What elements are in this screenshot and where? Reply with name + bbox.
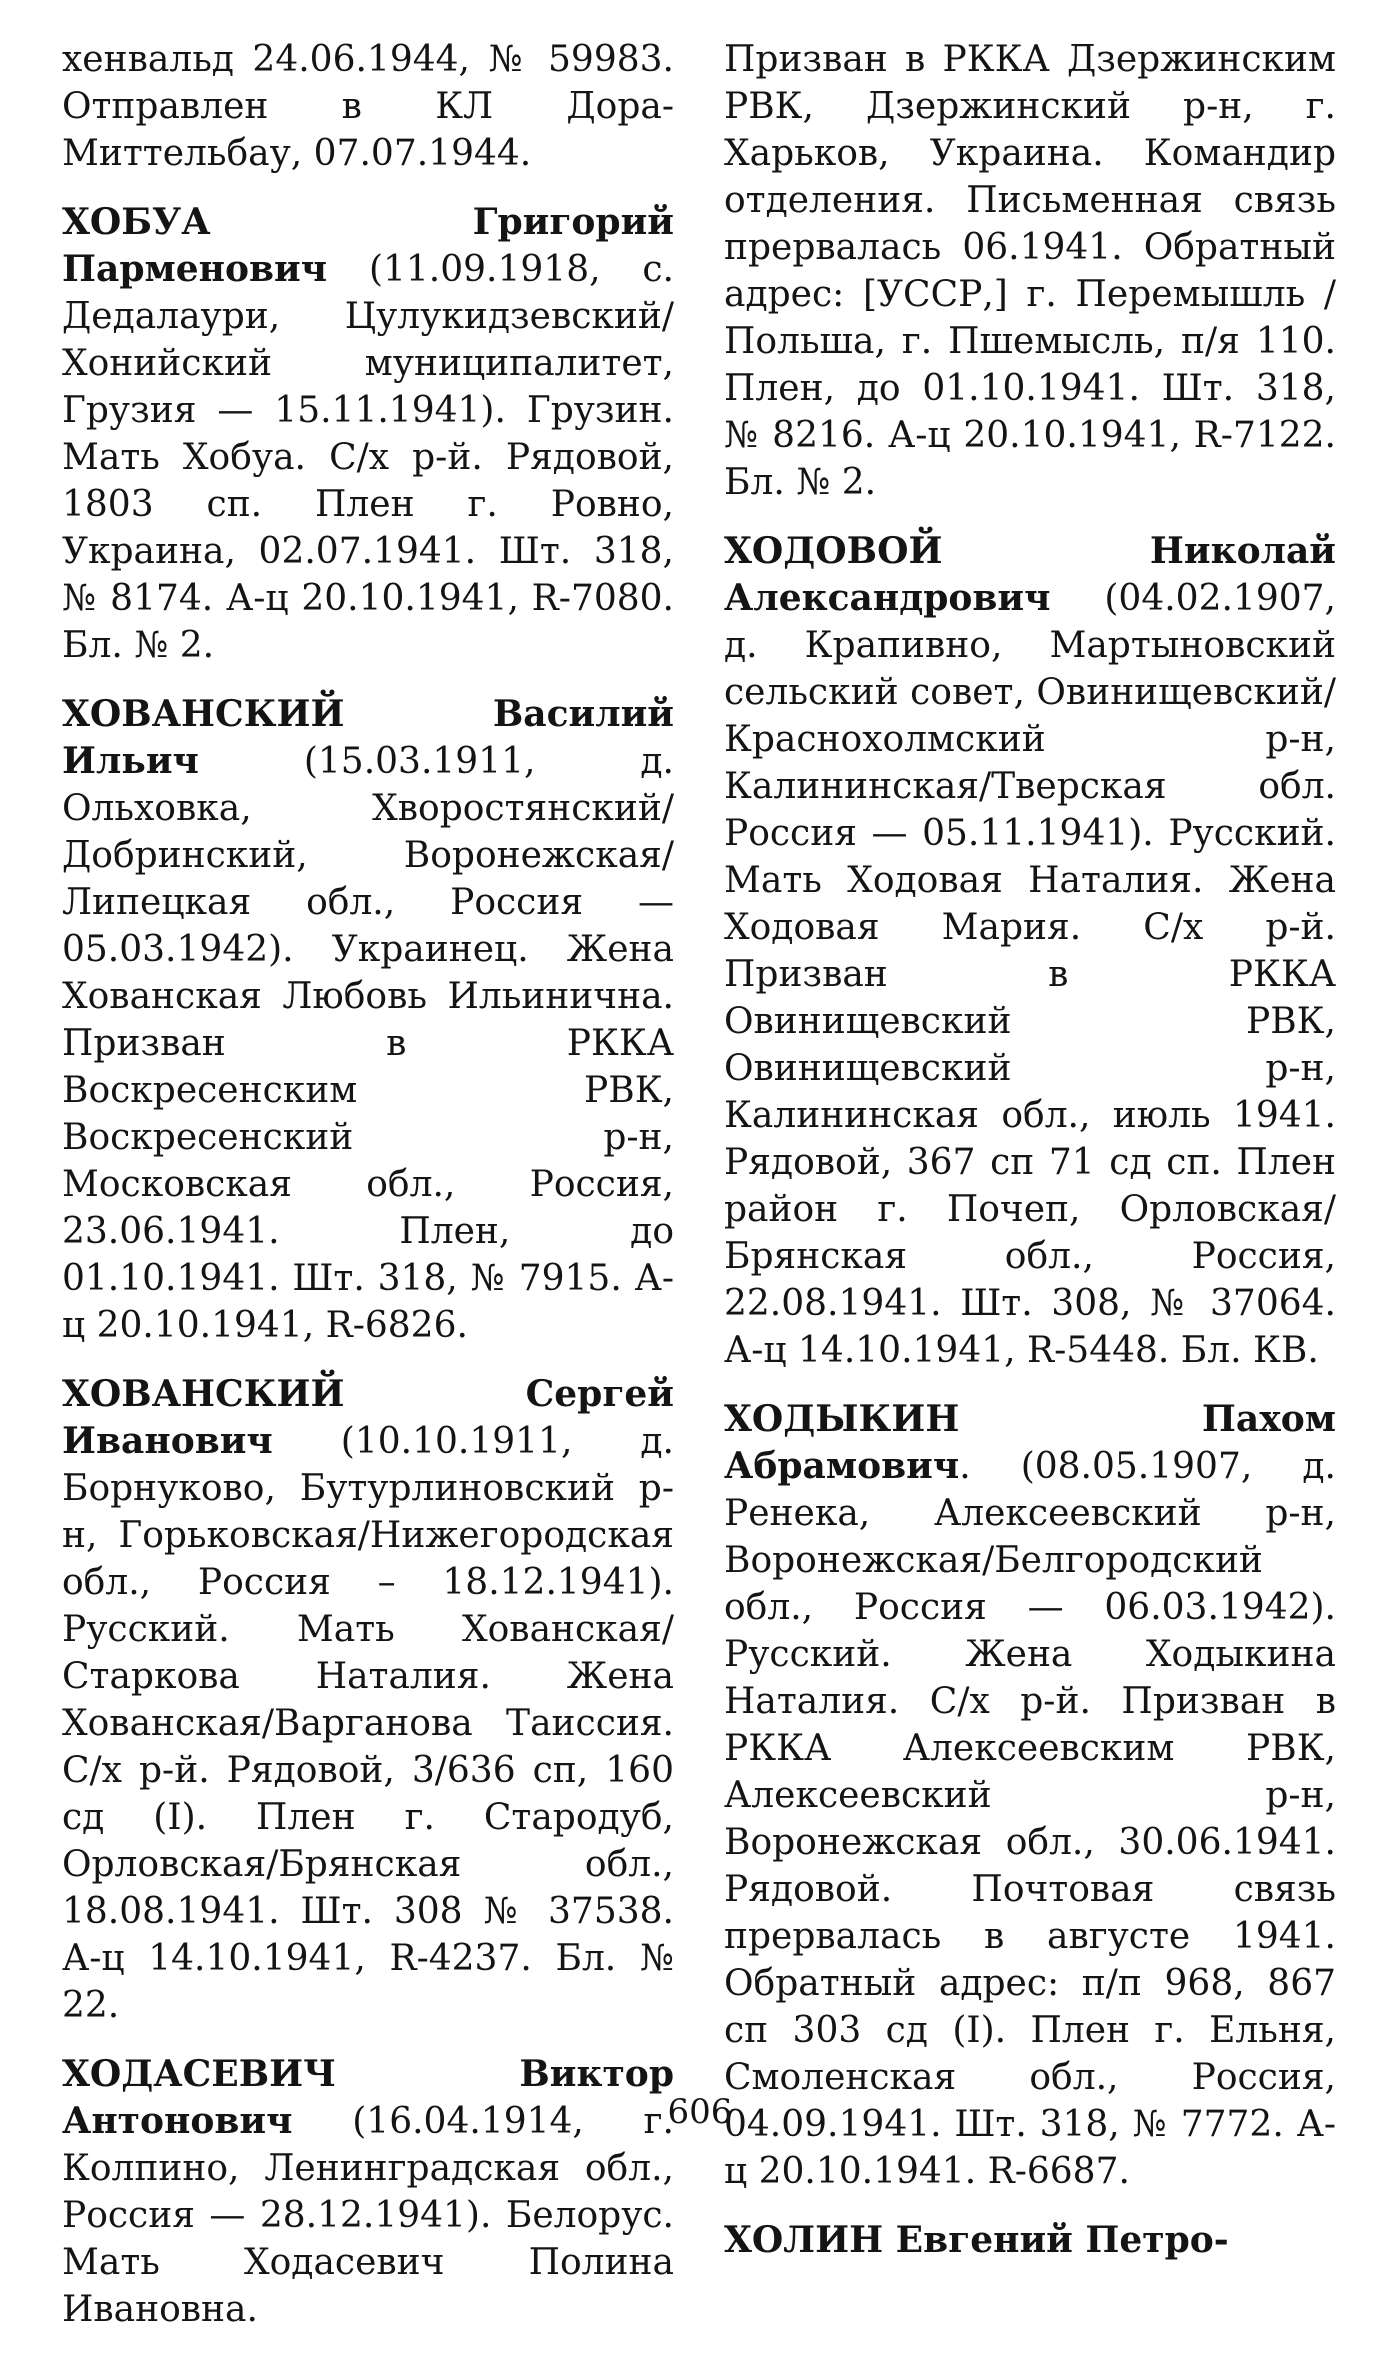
entry-name: ХОДОВОЙ Николай Александрович [724,530,1336,619]
entry-text: (10.10.1911, д. Борнуково, Бутурлиновский р-н, Горьковская/Нижегородская обл., Россия – 18.12.1941). Русский. Мать Хованская/Старкова Наталия. Жена Хованская/Варганова Таиссия. С/х р-й. Рядовой, 3/636 сп, 160 сд (I). Плен г. Стародуб, Орловская/Брянская обл., 18.08.1941. Шт. 308 № 37538. А-ц 14.10.1941, R-4237. Бл. № 22. [62,1421,674,2026]
entry-name: ХОДЫКИН Пахом Абрамович [724,1398,1336,1487]
page-number: 606 [667,2092,733,2132]
entry [62,199,674,669]
entry-name: ХОВАНСКИЙ Василий Ильич [62,693,674,782]
entry-name: ХОВАНСКИЙ Сергей Иванович [62,1373,674,1462]
entry-name: ХОЛИН Евгений Петро- [724,2219,1229,2261]
entry-name: ХОБУА Григорий Парменович [62,201,674,290]
entry [62,36,674,177]
entry-text: (15.03.1911, д. Ольховка, Хворостянский/Добринский, Воронежская/Липецкая обл., Россия — 05.03.1942). Украинец. Жена Хованская Любовь Ильинична. Призван в РККА Воскресенским РВК, Воскресенский р-н, Московская обл., Россия, 23.06.1941. Плен, до 01.10.1941. Шт. 318, № 7915. А-ц 20.10.1941, R-6826. [62,741,674,1346]
entry [724,36,1336,506]
entry [724,528,1336,1374]
entry-text: Призван в РККА Дзержинским РВК, Дзержинский р-н, г. Харьков, Украина. Командир отделения. Письменная связь прервалась 06.1941. Обратный адрес: [УССР,] г. Перемышль / Польша, г. Пшемысль, п/я 110. Плен, до 01.10.1941. Шт. 318, № 8216. А-ц 20.10.1941, R-7122. Бл. № 2. [724,39,1336,503]
entry [724,1396,1336,2195]
entry [724,2217,1336,2264]
entry-name: ХОДАСЕВИЧ Виктор Антонович [62,2053,674,2142]
entry-text: (04.02.1907, д. Крапивно, Мартыновский сельский совет, Овинищевский/Краснохолмский р-н, Калининская/Тверская обл. Россия — 05.11.1941). Русский. Мать Ходовая Наталия. Жена Ходовая Мария. С/х р-й. Призван в РККА Овинищевский РВК, Овинищевский р-н, Калининская обл., июль 1941. Рядовой, 367 сп 71 сд сп. Плен район г. Почеп, Орловская/Брянская обл., Россия, 22.08.1941. Шт. 308, № 37064. А-ц 14.10.1941, R-5448. Бл. КВ. [724,578,1336,1371]
entry [62,691,674,1349]
entry-text: (11.09.1918, с. Дедалаури, Цулукидзевский/Хонийский муниципалитет, Грузия — 15.11.1941). Грузин. Мать Хобуа. С/х р-й. Рядовой, 1803 сп. Плен г. Ровно, Украина, 02.07.1941. Шт. 318, № 8174. А-ц 20.10.1941, R-7080. Бл. № 2. [62,249,674,666]
entry [62,1371,674,2029]
entry-text: . (08.05.1907, д. Ренека, Алексеевский р-н, Воронежская/Белгородский обл., Россия — 06.03.1942). Русский. Жена Ходыкина Наталия. С/х р-й. Призван в РККА Алексеевским РВК, Алексеевский р-н, Воронежская обл., 30.06.1941. Рядовой. Почтовая связь прервалась в августе 1941. Обратный адрес: п/п 968, 867 сп 303 сд (I). Плен г. Ельня, Смоленская обл., Россия, 04.09.1941. Шт. 318, № 7772. А-ц 20.10.1941. R-6687. [724,1446,1336,2192]
entry-text: (16.04.1914, г. Колпино, Ленинградская обл., Россия — 28.12.1941). Белорус. Мать Ходасевич Полина Ивановна. [62,2101,674,2330]
right-column [724,36,1336,2286]
entry-text: хенвальд 24.06.1944, № 59983. Отправлен в КЛ Дора-Миттельбау, 07.07.1944. [62,39,674,174]
left-column [62,36,674,2355]
